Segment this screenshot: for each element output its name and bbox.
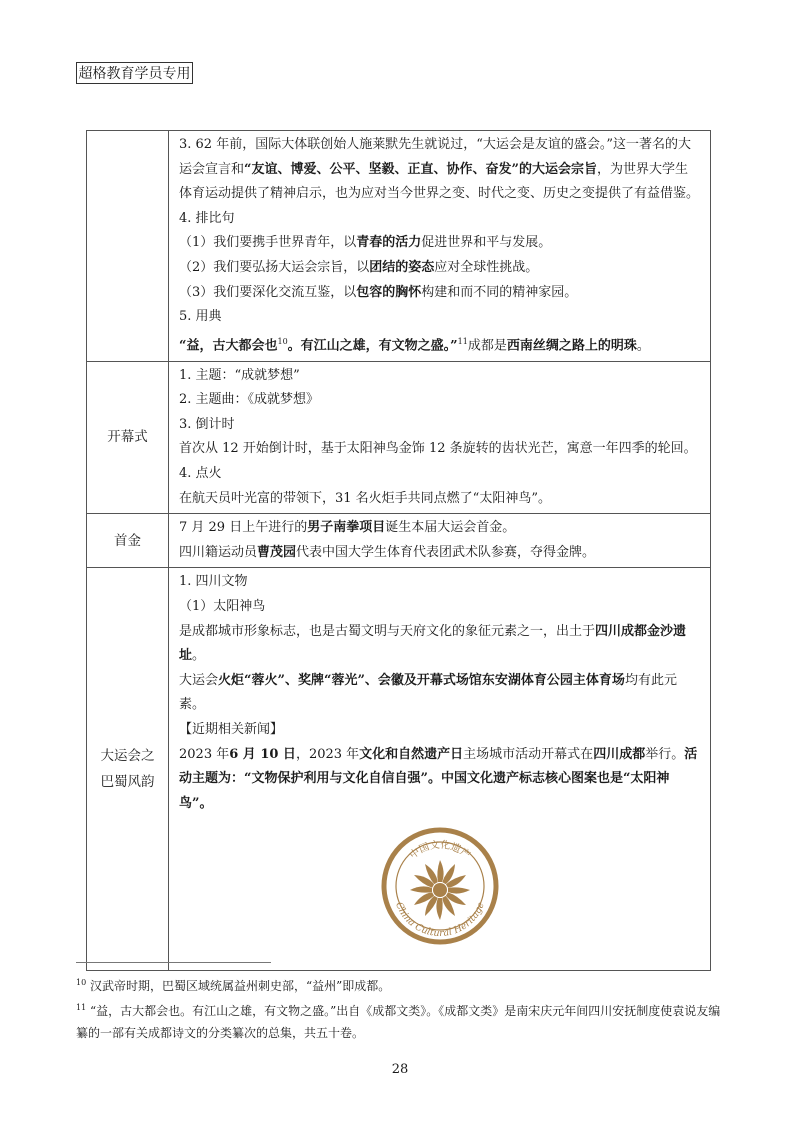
line: （1）太阳神鸟 (179, 599, 266, 615)
logo-cn-text: 中国文化遗产 (407, 840, 472, 862)
line: 在航天员叶光富的带领下，31 名火炬手共同点燃了“太阳神鸟”。 (179, 490, 551, 506)
line: 首次从 12 开始倒计时，基于太阳神鸟金饰 12 条旋转的齿状光芒，寓意一年四季的轮回。 (179, 441, 697, 457)
line: 3. 倒计时 (179, 416, 235, 432)
line: 7 月 29 日上午进行的男子南拳项目诞生本届大运会首金。 (179, 520, 516, 536)
bold-text: “友谊、博爱、公平、坚毅、正直、协作、奋发”的大运会宗旨 (244, 161, 597, 177)
row-content (169, 131, 711, 362)
parallel-sentence: （1）我们要携手世界青年，以青春的活力促进世界和平与发展。 (179, 235, 552, 251)
paragraph (179, 133, 700, 207)
row-label-empty (87, 131, 169, 362)
footnote-ref: 11 (457, 336, 468, 346)
line: 1. 四川文物 (179, 574, 248, 590)
header-tag: 超格教育学员专用 (76, 62, 193, 84)
logo-en-text: China Cultural Heritage (392, 901, 487, 940)
parallel-sentence: （2）我们要弘扬大运会宗旨，以团结的姿态应对全球性挑战。 (179, 259, 539, 275)
quote-paragraph: “益，古大都会也$^{10}$。有江山之雄，有文物之盛。”$^{11}$成都是西南丝绸之路上的明珠。 (179, 336, 650, 354)
row-label: 大运会之巴蜀风韵 (87, 568, 169, 971)
line: 2. 主题曲：《成就梦想》 (179, 392, 320, 408)
heritage-logo-icon (380, 826, 500, 946)
row-content (169, 568, 711, 971)
line: 4. 点火 (179, 466, 222, 482)
row-label: 开幕式 (87, 361, 169, 514)
footnote: $^{11}$ “益，古大都会也。有江山之雄，有文物之盛。”出自《成都文类》。《成都文类》是南宋庆元年间四川安抚制度使袁说友编纂的一部有关成都诗文的分类纂次的总集，共五十卷。 (76, 1003, 721, 1040)
table-row (87, 361, 711, 514)
row-label: 首金 (87, 514, 169, 568)
table-row (87, 568, 711, 971)
parallel-sentence: （3）我们要深化交流互鉴，以包容的胸怀构建和而不同的精神家园。 (179, 284, 578, 300)
text: ，为世界大学生体育运动提供了精神启示，也为应对当今世界之变、时代之变、历史之变提供了有益借鉴。 (179, 161, 700, 202)
heading: 5. 用典 (179, 309, 222, 325)
news-heading: 【近期相关新闻】 (179, 721, 284, 737)
table-row (87, 514, 711, 568)
row-content (169, 514, 711, 568)
page-number: 28 (391, 1062, 409, 1077)
sun-bird-icon (410, 860, 470, 920)
text: 3. 62 年前，国际大体联创始人施莱默先生就说过，“大运会是友谊的盛会。”这一著名的大运会宣言和 (179, 137, 692, 177)
row-content (169, 361, 711, 514)
line: 是成都城市形象标志，也是古蜀文明与天府文化的象征元素之一，出土于四川成都金沙遗址。 (179, 623, 687, 664)
table-row (87, 131, 711, 362)
line: 大运会火炬“蓉火”、奖牌“蓉光”、会徽及开幕式场馆东安湖体育公园主体育场均有此元素。 (179, 672, 677, 713)
content-table (86, 130, 711, 971)
heading: 4. 排比句 (179, 210, 235, 226)
footnotes (76, 972, 726, 1044)
line: 1. 主题：“成就梦想” (179, 367, 300, 383)
footnote: $^{10}$ 汉武帝时期，巴蜀区域统属益州刺史部，“益州”即成都。 (76, 978, 391, 993)
line: 四川籍运动员曹茂园代表中国大学生体育代表团武术队参赛，夺得金牌。 (179, 544, 596, 560)
footnote-ref: 10 (277, 336, 288, 346)
heritage-logo (179, 816, 700, 968)
footnote-separator (76, 962, 271, 963)
news-paragraph: 2023 年6 月 10 日，2023 年文化和自然遗产日主场城市活动开幕式在四川成都举行。活动主题为：“文物保护利用与文化自信自强”。中国文化遗产标志核心图案也是“太阳神鸟”。 (179, 746, 698, 811)
